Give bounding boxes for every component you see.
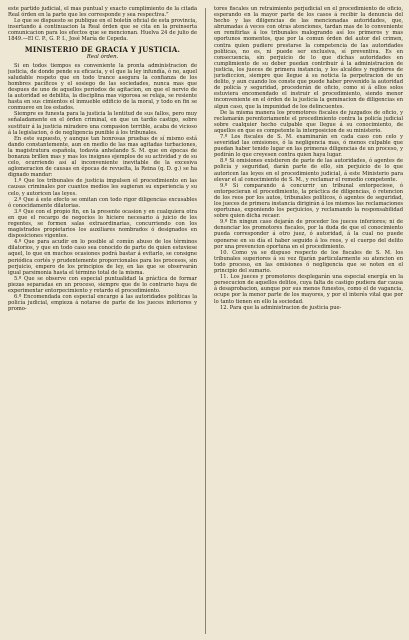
publication-order-paragraph: Lo que se dispuesto se publique en el boletín oficial de esta provincia, insertando á continuacion la Real órden que se cita en la preinserta comunicacion para los efectos que se mencionan. Huelva 24 de julio de 1849.—El C. P., G. P. I., José María de Cepeda. xyxy=(8,18,198,43)
article-10: 10. Como ya se dispuso respecto de los fiscales de S. M. los tribunales superiores á su vez fijarán particularmente su atencion en todo proceso, en las omisiones ó negligencia que se noten en el principio del sumario. xyxy=(214,249,404,275)
body-paragraph: De la misma manera los promotores fiscales de juzgados de oficio, y reclamarán perentoriamente el procedimiento contra la policía judicial sobre cualquier hecho culpable que llegue á su conocimiento, de aquellos en que es competente la interposicion de su ministerio. xyxy=(214,109,404,134)
left-column xyxy=(8,6,197,636)
column-divider xyxy=(205,8,206,634)
article-2: 2.º Que á este efecto se omitan con todo rigor diligencias excusables ó conocidamente dilatorias. xyxy=(8,196,198,209)
body-paragraph: tores fiscales un retraimiento perjudicial en el procedimiento de oficio, esperando en la mayor parte de los casos á recibir la denuncia del hecho y las diligencias de las mencionadas autoridades, que, abrumadas á veces con otras atenciones, tardan mas de lo conveniente en remitirlas á los tribunales malogrando así los primeros y mas oportunos momentos, que por la comun órden del autor del crimen, contra quien pudiere prestarse la competencia de las autoridades políticas, no es, ni puede ser exclusiva, sí preventiva. Es en consecuencia, sin perjuicio de lo que dichas autoridades en cumplimiento de su deber puedan contribuir á la administracion de justicia, los jueces de primera instancia, y los alcaldes y regidores de jurisdiccion, siempre que llegue á su noticia la perpetracion de un delito, y aun cuando los conste que puede haber prevenido la autoridad de policía y seguridad, procederán de oficio, como si á ellos solos estuviera encomendado el instruir el procedimiento, siendo menor inconveniente en el órden de la justicia la geminacion de diligencias en algun caso, que la impunidad de los delincuentes. xyxy=(214,6,404,110)
body-paragraph: En este supuesto, y aunque tan honrosas pruebas de sí mismo está dando constantemente, aun en medio de las mas agitadas turbaciones, la magistratura española, todavía anhelando S. M. que en épocas de bonanza brillen mas y mas los insignes ejemplos de su actividad y de su celo, ocurriendo así al inconveniente inevitable de la excesiva aglomeracion de causas en épocas de revuelta, la Reina (q. D. g.) se ha dignado mandar: xyxy=(8,135,198,179)
section-subheading: Real órden. xyxy=(86,53,119,60)
body-paragraph: Siempre es funesta para la justicia la lentitud de sus fallos, pero muy señaladamente en el órden criminal, en que un tardío castigo, sobre sustituir á la justicia miradero una compasion terrible, acaba de vicioso á la legislacion, ó de negligencia punible á los tribunales. xyxy=(8,111,198,136)
article-4: 4.º Que para acudir en lo posible al común abuso de los términos dilatorios, y que en todo caso sea conocido de parte de quien estuviese aquel, lo que en muchos ocasiones podrá bastar á evitarlo, se consigne periódica cortés y prudentemente proporcionales para los procesos, sin perjuicio, empero de los principios de ley, en las que se observarán igual parsimonia hasta el término total de la misma. xyxy=(8,239,198,276)
article-9b: 9.º En ningun caso dejarán de proceder los jueces inferiores; ni de denunciar los promotores fiscales, por la duda de que el conocimiento pueda corresponder á otro juez, ó autoridad, á la cual no puede oponerse en su día el haber seguido á los reos, y el cuerpo del delito por una prevencion oportuna en el procedimiento. xyxy=(214,219,404,250)
article-11: 11. Los jueces y promotores desplegarán una especial energía en la persecucion de aquellos delitos, cuya falta de castigo pudiera dar causa á desaprobacion, aunque por sus menos funestos, como el de vagancia, ocupe por la menor parte de los mayores, y por el interés vital que por lo tanto tienen en ello la sociedad. xyxy=(214,274,404,305)
article-5: 5.º Que se observe con especial puntualidad la práctica de formar piezas separadas en un proceso, siempre que de lo contrario haya de experimentar entorpecimiento y retardo el procedimiento. xyxy=(8,275,198,295)
article-6: 6.º Encomendada con especial encargo á las autoridades políticas la policía judicial, empieza á notarse de parte de los jueces inferiores y promo- xyxy=(8,294,198,313)
article-8: 8.º Si omisiones existieren de parte de las autoridades, ó agentes de policía y seguridad, darán parte de ello, sin perjuicio de lo que autoricen las leyes en el procedimiento judicial, á este Ministerio para elevar el al conocimiento de S. M., y reclamar el remedio competente. xyxy=(214,158,404,183)
intro-paragraph: este partido judicial, el mas puntual y exacto cumplimiento de la citada Real órden en la parte que les corresponde y sea respectiva.” xyxy=(8,6,198,19)
section-heading: MINISTERIO DE GRACIA Y JUSTICIA. xyxy=(24,44,181,54)
right-column xyxy=(214,6,403,636)
article-9: 9.º Si comparando á concurrir un tribunal entorpeciese, ó entorpecieran el procedimiento, la práctica de diligencias, ó retencion de los reos por los autos, tribunales políticos, ó agentes de seguridad, los jueces de primera instancia dirigirán á los mismos las reclamaciones oportunas, exponiendo los perjuicios, y reclamando la responsabilidad sobre quien dicha recaer. xyxy=(214,182,404,220)
body-paragraph: Si en todos tiempos es conveniente la pronta administracion de justicia, de donde pende su eficacia, y el que la ley infundía, ó no, aquel saludable respeto que en todo trance asegura la confianza de los hombres pacíficos y el sosiego de las sociedades, nunca mas que despues de uno de aquellos períodos de agitacion, en que el nervio de la autoridad se debilita, la disciplina mas vigorosa se relaja, se resiente hasta en sus cimientos el inmueble edificio de la moral, y todo en fin se conmueve en los estados. xyxy=(8,62,198,112)
article-3: 3.º Que con el propio fin, en la presente ocasion y en cualquiera otra en que el recargo de negocios lo hiciere necesario á juicio de los regentes, se formen salas extraordinarias, concurriendo con los magistrados propietarios los auxiliares nombrados ó designados en disposiciones vigentes. xyxy=(8,208,198,240)
article-1: 1.º Que los tribunales de justicia impulsen el procedimiento en las causas criminales por cuantos medios les sugieran su experiencia y su celo, y autoricen las leyes. xyxy=(8,178,198,197)
article-7: 7.º Los fiscales de S. M. examinarán en cada caso con celo y severidad las omisiones, ó la negligencia mas, ó menos culpable que puedan haber tenido lugar en las primeras diligencias de un proceso, y pedirán lo que creyesen contra quien haya lugar. xyxy=(214,133,404,159)
article-12: 12. Para que la administracion de justicia pue- xyxy=(220,304,342,311)
